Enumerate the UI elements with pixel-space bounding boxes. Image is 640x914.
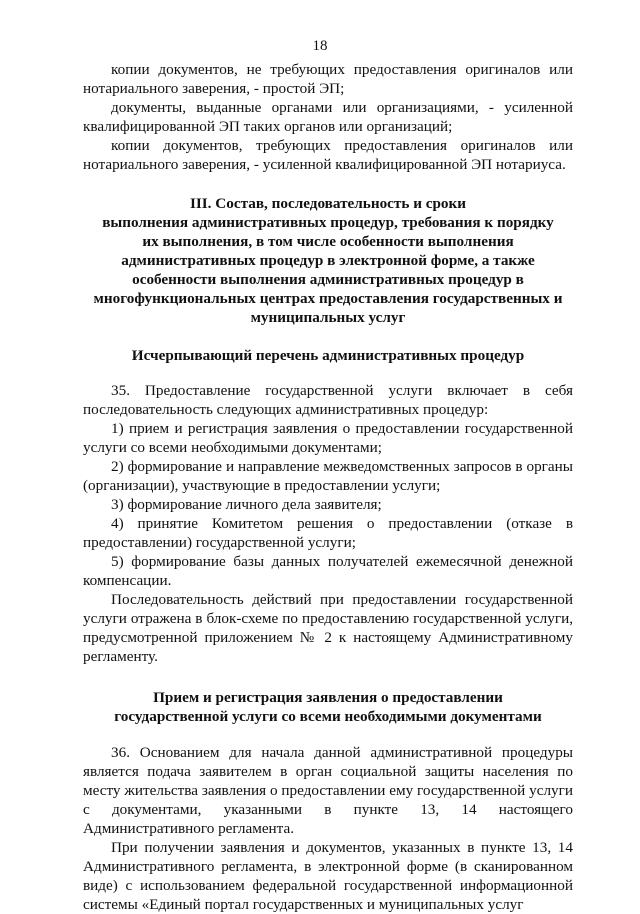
intro-paragraph: копии документов, требующих предоставления оригиналов или нотариального заверения, - усиленной квалифицированной ЭП нотариуса. xyxy=(83,137,573,173)
document-body xyxy=(83,60,573,914)
clause-35-intro: 35. Предоставление государственной услуги включает в себя последовательность следующих административных процедур: xyxy=(83,382,573,418)
subheading-reception xyxy=(83,688,573,726)
clause-36-paragraph: 36. Основанием для начала данной административной процедуры является подача заявителем в орган социальной защиты населения по месту жительства заявления о предоставлении ему государственной услуги с документами, указанными в пункте 13, 14 настоящего Административного регламента. xyxy=(83,744,573,837)
clause-35-item: 1) прием и регистрация заявления о предоставлении государственной услуги со всеми необходимыми документами; xyxy=(83,420,573,456)
clause-35-item: 3) формирование личного дела заявителя; xyxy=(111,496,382,513)
clause-35-item: 4) принятие Комитетом решения о предоставлении (отказе в предоставлении) государственной услуги; xyxy=(83,515,573,551)
section-heading-line: особенности выполнения административных процедур в xyxy=(132,271,524,288)
intro-paragraph: документы, выданные органами или организациями, - усиленной квалифицированной ЭП таких органов или организаций; xyxy=(83,99,573,135)
clause-35-item: 2) формирование и направление межведомственных запросов в органы (организации), участвующие в предоставлении услуги; xyxy=(83,458,573,494)
subheading-line: государственной услуги со всеми необходимыми документами xyxy=(114,708,542,725)
section-heading-line: муниципальных услуг xyxy=(250,309,406,326)
section-heading-line: многофункциональных центрах предоставления государственных и xyxy=(93,290,563,307)
clause-35-item: 5) формирование базы данных получателей ежемесячной денежной компенсации. xyxy=(83,553,573,589)
clause-36-paragraph: При получении заявления и документов, указанных в пункте 13, 14 Административного регламента, в электронной форме (в сканированном виде) с использованием федеральной государственной информационной системы «Единый портал государственных и муниципальных услуг xyxy=(83,839,573,913)
page-number: 18 xyxy=(312,38,328,54)
section-heading-line: их выполнения, в том числе особенности выполнения xyxy=(142,233,514,250)
section-heading-line: выполнения административных процедур, требования к порядку xyxy=(102,214,554,231)
intro-paragraph: копии документов, не требующих предоставления оригиналов или нотариального заверения, - простой ЭП; xyxy=(83,61,573,97)
subheading-line: Прием и регистрация заявления о предоставлении xyxy=(153,689,503,706)
section-heading-line: административных процедур в электронной форме, а также xyxy=(121,252,535,269)
clause-35-closing: Последовательность действий при предоставлении государственной услуги отражена в блок-схеме по предоставлению государственной услуги, предусмотренной приложением № 2 к настоящему Административному регламенту. xyxy=(83,591,573,665)
section-heading xyxy=(83,194,573,327)
subheading-procedures-list: Исчерпывающий перечень административных процедур xyxy=(131,347,525,364)
section-heading-line: III. Состав, последовательность и сроки xyxy=(189,195,467,212)
